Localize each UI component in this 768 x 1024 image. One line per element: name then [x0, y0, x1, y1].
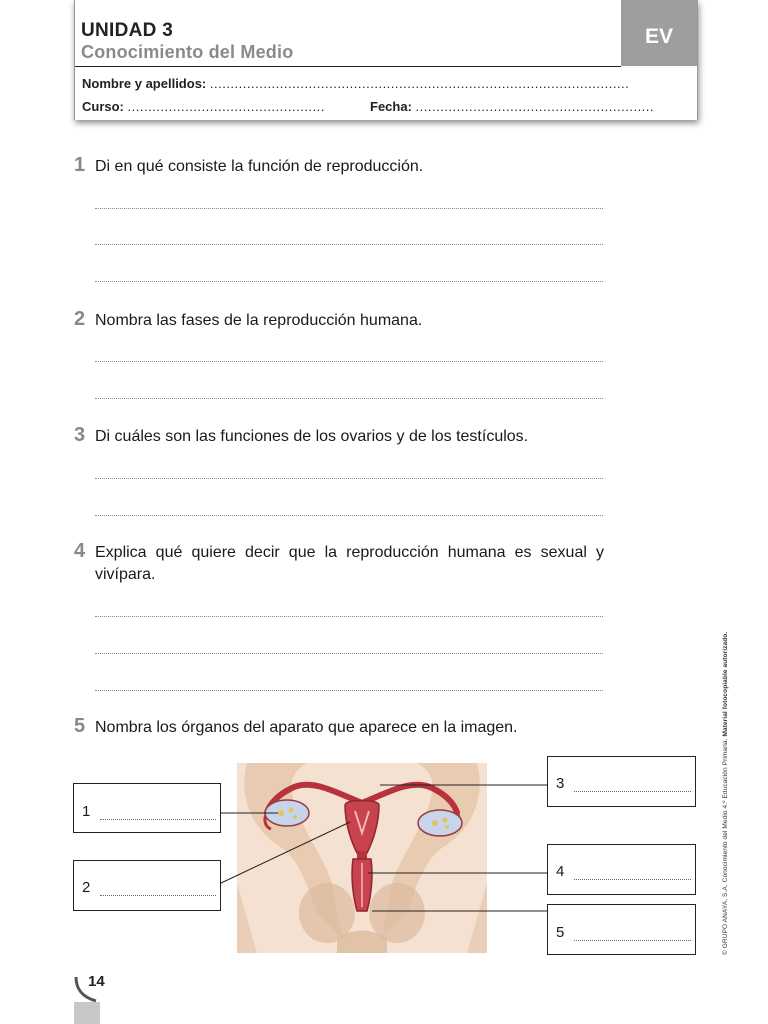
answer-line[interactable] [95, 653, 603, 654]
label-number: 4 [556, 863, 565, 880]
question-number: 2 [74, 308, 86, 330]
date-label: Fecha: [370, 99, 412, 114]
label-answer-line[interactable] [574, 940, 691, 941]
label-answer-line[interactable] [574, 791, 691, 792]
label-box-4[interactable] [547, 844, 696, 895]
copyright-notice [722, 632, 729, 955]
page-tab [74, 1002, 100, 1024]
answer-line[interactable] [95, 515, 603, 516]
label-number: 2 [82, 879, 91, 896]
answer-line[interactable] [95, 616, 603, 617]
course-dots: ................................................ [127, 99, 325, 114]
question-number: 1 [74, 154, 86, 176]
label-answer-line[interactable] [574, 879, 691, 880]
answer-line[interactable] [95, 208, 603, 209]
label-answer-line[interactable] [100, 819, 216, 820]
question-text: Nombra los órganos del aparato que aparece en la imagen. [95, 719, 518, 736]
question-text: Nombra las fases de la reproducción humana. [95, 312, 423, 329]
course-field[interactable] [82, 99, 325, 114]
course-label: Curso: [82, 99, 124, 114]
answer-line[interactable] [95, 478, 603, 479]
answer-line[interactable] [95, 281, 603, 282]
label-number: 3 [556, 775, 565, 792]
answer-line[interactable] [95, 361, 603, 362]
question-number: 3 [74, 424, 86, 446]
name-dots: ...................................................................................................... [209, 76, 630, 91]
label-number: 1 [82, 803, 91, 820]
label-box-3[interactable] [547, 756, 696, 807]
question-number: 4 [74, 540, 86, 562]
name-label: Nombre y apellidos: [82, 76, 207, 91]
date-dots: .......................................................... [415, 99, 655, 114]
question-text: Di en qué consiste la función de reproducción. [95, 158, 424, 175]
unit-title: UNIDAD 3 [81, 20, 174, 41]
page-number: 14 [88, 973, 105, 990]
name-field[interactable] [82, 76, 629, 91]
label-box-2[interactable] [73, 860, 221, 911]
header-box [74, 0, 698, 120]
female-reproductive-system-illustration [237, 763, 487, 953]
header-title-area [75, 0, 621, 67]
question-number: 5 [74, 715, 86, 737]
answer-line[interactable] [95, 398, 603, 399]
label-answer-line[interactable] [100, 895, 216, 896]
copyright-text: © GRUPO ANAYA, S.A. Conocimiento del Medio 4.º Educación Primaria. [722, 736, 729, 955]
evaluation-badge: EV [621, 0, 697, 66]
label-box-5[interactable] [547, 904, 696, 955]
answer-line[interactable] [95, 244, 603, 245]
question-text: Di cuáles son las funciones de los ovarios y de los testículos. [95, 428, 529, 445]
copyright-bold-text: Material fotocopiable autorizado. [722, 631, 729, 737]
answer-line[interactable] [95, 690, 603, 691]
label-number: 5 [556, 924, 565, 941]
question-text: Explica qué quiere decir que la reproducción humana es sexual y vivípara. [95, 544, 604, 583]
date-field[interactable] [370, 99, 654, 114]
subject-title: Conocimiento del Medio [81, 42, 294, 62]
label-box-1[interactable] [73, 783, 221, 833]
